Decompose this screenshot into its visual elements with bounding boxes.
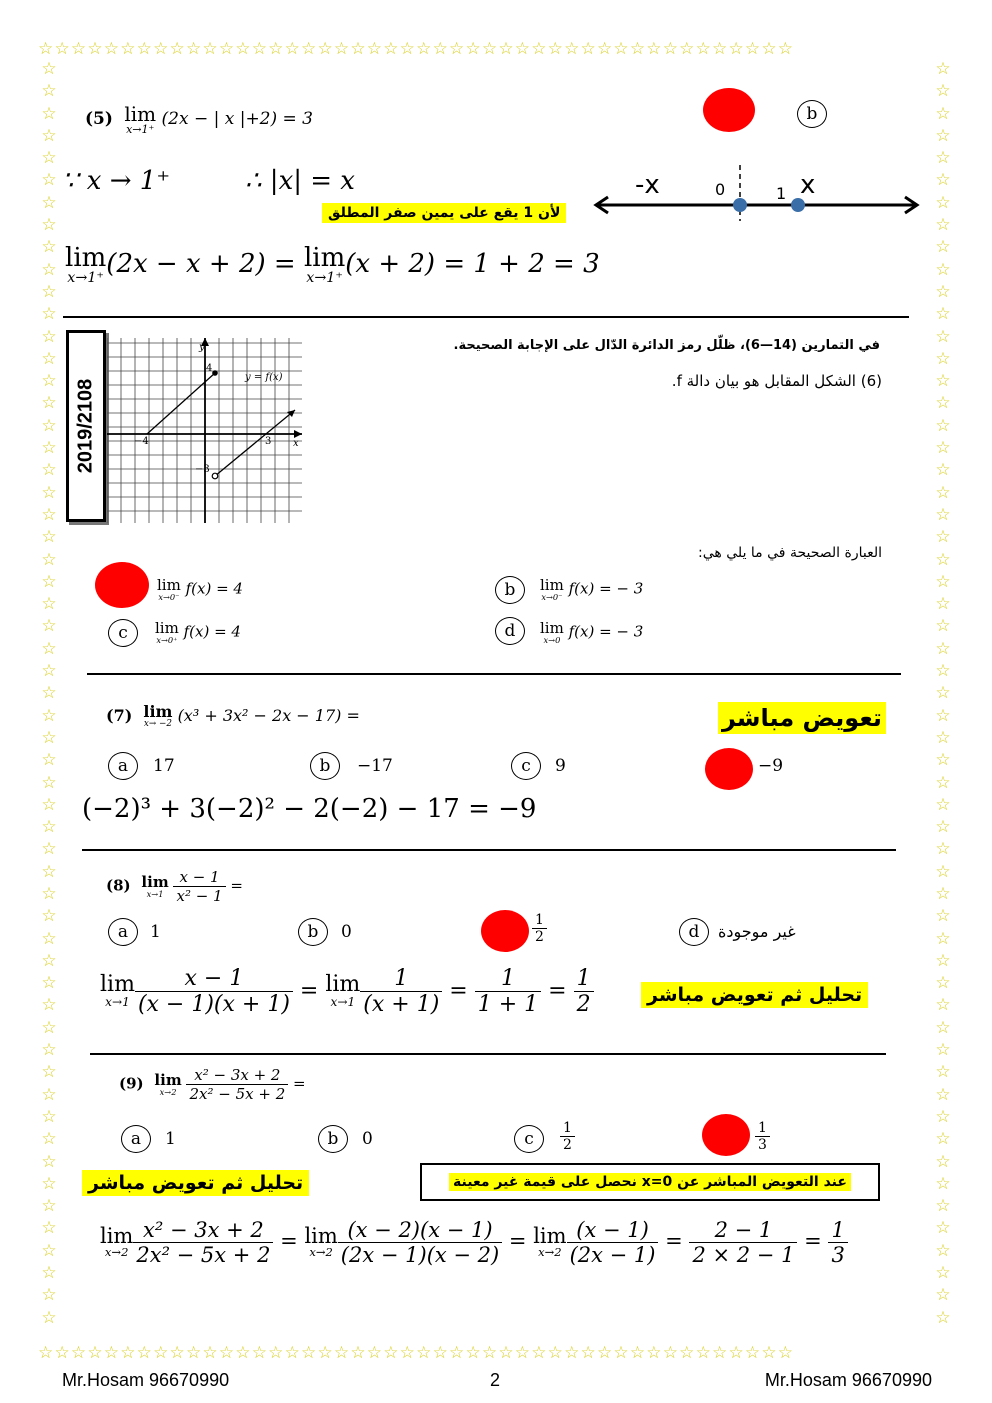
- q5-expression: (2x − | x |+2) = 3: [161, 109, 313, 129]
- q6-option-b-expr: [540, 578, 643, 601]
- q7-option-a[interactable]: a: [108, 752, 138, 780]
- q8-option-a[interactable]: a: [108, 918, 138, 946]
- q5-sol-lim1: lim: [65, 243, 107, 273]
- q5-number-line: [590, 165, 925, 225]
- q9-lim-sub: x→2: [159, 1086, 177, 1097]
- q6-prompt: (6) الشكل المقابل هو بيان دالة f.: [671, 372, 882, 390]
- q9-sol-f1-den: 2x² − 5x + 2: [136, 1243, 271, 1267]
- q8-sol-f1-num: x − 1: [135, 966, 293, 992]
- q8-tag: تحليل ثم تعويض مباشر: [641, 982, 868, 1008]
- q9-sol-lim1: lim: [100, 1224, 134, 1249]
- year-tag: 2019/2108: [74, 378, 97, 474]
- graph-tick-neg4: −4: [134, 436, 149, 447]
- q8-option-c-value: [532, 912, 547, 945]
- q5-solution-left: (2x − x + 2) =: [106, 249, 296, 280]
- one-label: 1: [776, 184, 787, 203]
- q6-b-lim: lim: [540, 576, 564, 594]
- q6-statement: العبارة الصحيحة في ما يلي هي:: [698, 545, 882, 561]
- q9-sol-eq2: =: [508, 1229, 527, 1253]
- q6-graph: [107, 338, 302, 523]
- q9-num: x² − 3x + 2: [186, 1066, 288, 1085]
- one-point: [791, 198, 805, 212]
- q5-sol-lim2: lim: [303, 243, 346, 273]
- q6-option-d[interactable]: d: [495, 617, 525, 645]
- footer-page-number: 2: [490, 1370, 501, 1390]
- q8-den: x² − 1: [176, 887, 223, 905]
- q9-answer-marker: [702, 1114, 750, 1156]
- q9-sol-f5-num: 1: [828, 1218, 847, 1243]
- open-point: [212, 473, 218, 479]
- q5-lim-sub: x→1⁺: [126, 123, 155, 136]
- q7-lim-sub: x→ −2: [143, 719, 172, 729]
- q9-sol-f2-num: (x − 2)(x − 1): [338, 1218, 502, 1243]
- q5-lim: lim: [124, 102, 157, 126]
- q8-label: (8): [106, 876, 131, 895]
- q5-question: [85, 104, 313, 135]
- q9-sol-eq1: =: [280, 1229, 298, 1253]
- q7-label: (7): [106, 705, 133, 725]
- q5-label: (5): [85, 109, 113, 129]
- q9-sol-sub2: x→2: [309, 1245, 333, 1260]
- zero-point: [733, 198, 747, 212]
- q8-sol-eq2: =: [449, 978, 468, 1004]
- q7-option-d-value: −9: [758, 756, 784, 776]
- q8-option-d[interactable]: d: [679, 918, 709, 946]
- separator-3: [82, 849, 896, 851]
- q8-sol-sub2: x→1: [330, 995, 356, 1010]
- q6-option-c-expr: [155, 621, 241, 644]
- q7-option-a-value: 17: [153, 756, 175, 776]
- graph-right-branch: [215, 410, 295, 476]
- separator-2: [87, 673, 901, 675]
- q6-instruction: في التمارين (14—6)، ظلّل رمز الدائرة الدّال على الإجابة الصحيحة.: [453, 338, 880, 353]
- q6-d-sub: x→0: [543, 635, 561, 645]
- q8-sol-f4-den: 2: [576, 992, 591, 1017]
- q9-option-c-value: [560, 1120, 575, 1153]
- q9-solution: [100, 1218, 848, 1267]
- q9-box-note-frame: [420, 1163, 880, 1201]
- q6-b-value: f(x) = − 3: [568, 579, 644, 598]
- q8-eq: =: [230, 876, 243, 895]
- q7-expression: (x³ + 3x² − 2x − 17) =: [177, 705, 360, 725]
- graph-curve-label: y = f(x): [245, 372, 283, 383]
- q8-option-b-value: 0: [341, 922, 352, 942]
- footer-left: Mr.Hosam 96670990: [62, 1370, 230, 1390]
- q7-lim: lim: [143, 702, 173, 721]
- q6-option-c[interactable]: c: [108, 619, 138, 647]
- q6-d-value: f(x) = − 3: [568, 622, 644, 641]
- q8-option-a-value: 1: [150, 922, 161, 942]
- q9-den: 2x² − 5x + 2: [189, 1085, 286, 1103]
- q6-option-d-expr: [540, 621, 643, 644]
- q8-lim: lim: [141, 872, 169, 891]
- q8-sol-eq3: =: [548, 978, 567, 1004]
- q8-sol-f3-num: 1: [475, 966, 541, 992]
- q6-answer-marker: [95, 562, 149, 608]
- q8-sol-f2-den: (x + 1): [363, 992, 440, 1017]
- q6-a-value: f(x) = 4: [185, 579, 243, 598]
- q8-sol-lim1: lim: [100, 972, 135, 998]
- q5-option-b[interactable]: b: [797, 100, 827, 128]
- q6-c-value: f(x) = 4: [183, 622, 241, 641]
- q8-answer-marker: [481, 910, 529, 952]
- q5-solution: [65, 245, 600, 285]
- q7-question: [106, 704, 360, 729]
- graph-tick-4: 4: [206, 363, 213, 374]
- q5-given-left: ∵ x → 1⁺: [62, 166, 171, 196]
- q7-option-b-value: −17: [357, 756, 393, 776]
- q6-c-lim: lim: [155, 619, 179, 637]
- q9-box-note: عند التعويض المباشر عن x=0 نحصل على قيمة غير معينة: [449, 1173, 851, 1191]
- q5-sol-lim1-sub: x→1⁺: [67, 270, 104, 286]
- q9-c-num: 1: [560, 1120, 575, 1137]
- q7-solution: (−2)³ + 3(−2)² − 2(−2) − 17 = −9: [82, 794, 537, 824]
- q9-d-num: 1: [755, 1120, 770, 1137]
- q7-tag: تعويض مباشر: [718, 702, 886, 734]
- q9-option-a-value: 1: [165, 1129, 176, 1149]
- q8-sol-sub1: x→1: [105, 995, 130, 1010]
- q8-c-den: 2: [535, 929, 544, 945]
- q8-sol-f3-den: 1 + 1: [477, 992, 539, 1017]
- q9-question: [119, 1066, 306, 1103]
- q9-sol-f4-den: 2 × 2 − 1: [692, 1243, 795, 1267]
- q6-option-b[interactable]: b: [495, 576, 525, 604]
- q9-sol-f2-den: (2x − 1)(x − 2): [340, 1243, 500, 1267]
- zero-label: 0: [715, 180, 726, 199]
- q9-label: (9): [119, 1074, 144, 1093]
- q9-d-den: 3: [758, 1137, 767, 1153]
- q8-solution: [100, 966, 594, 1017]
- q6-c-sub: x→0⁺: [156, 635, 178, 645]
- q7-answer-marker: [705, 748, 753, 790]
- q8-option-b[interactable]: b: [298, 918, 328, 946]
- q9-sol-f3-den: (2x − 1): [569, 1243, 656, 1267]
- q7-option-c-value: 9: [555, 756, 566, 776]
- q8-lim-sub: x→1: [146, 888, 164, 899]
- q8-sol-f4-num: 1: [574, 966, 594, 992]
- q8-sol-eq1: =: [299, 978, 319, 1004]
- q6-a-sub: x→0⁻: [158, 592, 180, 602]
- graph-tick-3: 3: [265, 436, 272, 447]
- star-border-right: ☆ ☆ ☆ ☆ ☆ ☆ ☆ ☆ ☆ ☆ ☆ ☆ ☆ ☆ ☆ ☆ ☆ ☆ ☆ ☆ ☆ ☆ ☆ ☆ ☆ ☆ ☆ ☆ ☆ ☆ ☆ ☆ ☆ ☆ ☆ ☆ ☆ ☆ ☆ ☆ ☆ ☆ ☆ ☆ ☆ ☆ ☆ ☆ ☆ ☆ ☆ ☆ ☆ ☆ ☆ ☆ ☆: [935, 59, 951, 1328]
- q9-sol-eq4: =: [804, 1229, 822, 1253]
- q8-num: x − 1: [173, 868, 225, 887]
- q9-option-c[interactable]: c: [514, 1125, 544, 1153]
- graph-x-label: x: [293, 438, 299, 449]
- q9-sol-f4-num: 2 − 1: [689, 1218, 797, 1243]
- star-border-top: ☆☆☆☆☆☆☆☆☆☆☆☆☆☆☆☆☆☆☆☆☆☆☆☆☆☆☆☆☆☆☆☆☆☆☆☆☆☆☆☆☆☆☆☆☆☆: [38, 39, 795, 59]
- q5-note: لأن 1 يقع على يمين صفر المطلق: [322, 203, 566, 223]
- q7-option-c[interactable]: c: [511, 752, 541, 780]
- q6-b-sub: x→0⁻: [541, 592, 563, 602]
- q8-c-num: 1: [532, 912, 547, 929]
- q5-sol-lim2-sub: x→1⁺: [306, 270, 343, 286]
- q8-sol-lim2: lim: [325, 972, 361, 998]
- graph-tick-neg3: −3: [195, 464, 210, 475]
- q5-solution-right: (x + 2) = 1 + 2 = 3: [345, 249, 600, 280]
- graph-y-label: y: [199, 342, 205, 353]
- separator-4: [90, 1053, 886, 1055]
- separator-1: [63, 316, 909, 318]
- neg-x-label: -x: [635, 170, 660, 200]
- q9-sol-sub1: x→2: [104, 1245, 129, 1260]
- q7-option-b[interactable]: b: [310, 752, 340, 780]
- q8-question: [106, 868, 243, 905]
- q9-lim: lim: [154, 1070, 182, 1089]
- q9-sol-lim2: lim: [304, 1224, 338, 1249]
- star-border-left: ☆ ☆ ☆ ☆ ☆ ☆ ☆ ☆ ☆ ☆ ☆ ☆ ☆ ☆ ☆ ☆ ☆ ☆ ☆ ☆ ☆ ☆ ☆ ☆ ☆ ☆ ☆ ☆ ☆ ☆ ☆ ☆ ☆ ☆ ☆ ☆ ☆ ☆ ☆ ☆ ☆ ☆ ☆ ☆ ☆ ☆ ☆ ☆ ☆ ☆ ☆ ☆ ☆ ☆ ☆ ☆ ☆: [41, 59, 57, 1328]
- footer-right: Mr.Hosam 96670990: [764, 1370, 932, 1390]
- q9-sol-lim3: lim: [533, 1224, 567, 1249]
- q9-c-den: 2: [563, 1137, 572, 1153]
- q9-sol-eq3: =: [665, 1229, 683, 1253]
- year-tag-box: [66, 330, 106, 522]
- q8-option-d-value: غير موجودة: [718, 922, 796, 941]
- q9-option-d-value: [755, 1120, 770, 1153]
- q5-given-right: ∴ |x| = x: [245, 166, 355, 196]
- q9-sol-f3-num: (x − 1): [567, 1218, 659, 1243]
- q5-answer-marker: [703, 88, 755, 132]
- star-border-bottom: ☆☆☆☆☆☆☆☆☆☆☆☆☆☆☆☆☆☆☆☆☆☆☆☆☆☆☆☆☆☆☆☆☆☆☆☆☆☆☆☆☆☆☆☆☆☆: [38, 1343, 795, 1363]
- q9-option-a[interactable]: a: [121, 1125, 151, 1153]
- q6-option-a-expr: [157, 578, 243, 601]
- closed-point: [212, 370, 218, 376]
- q9-eq: =: [293, 1074, 306, 1093]
- q9-sol-f5-den: 3: [831, 1243, 845, 1267]
- q6-a-lim: lim: [157, 576, 181, 594]
- q9-tag: تحليل ثم تعويض مباشر: [82, 1170, 309, 1196]
- pos-x-label: x: [800, 170, 816, 200]
- q9-sol-sub3: x→2: [538, 1245, 562, 1260]
- q9-option-b-value: 0: [362, 1129, 373, 1149]
- q6-d-lim: lim: [540, 619, 564, 637]
- q9-sol-f1-num: x² − 3x + 2: [133, 1218, 273, 1243]
- q8-sol-f1-den: (x − 1)(x + 1): [137, 992, 290, 1017]
- x-axis-arrow-icon: [294, 430, 302, 438]
- q8-sol-f2-num: 1: [360, 966, 442, 992]
- q9-option-b[interactable]: b: [318, 1125, 348, 1153]
